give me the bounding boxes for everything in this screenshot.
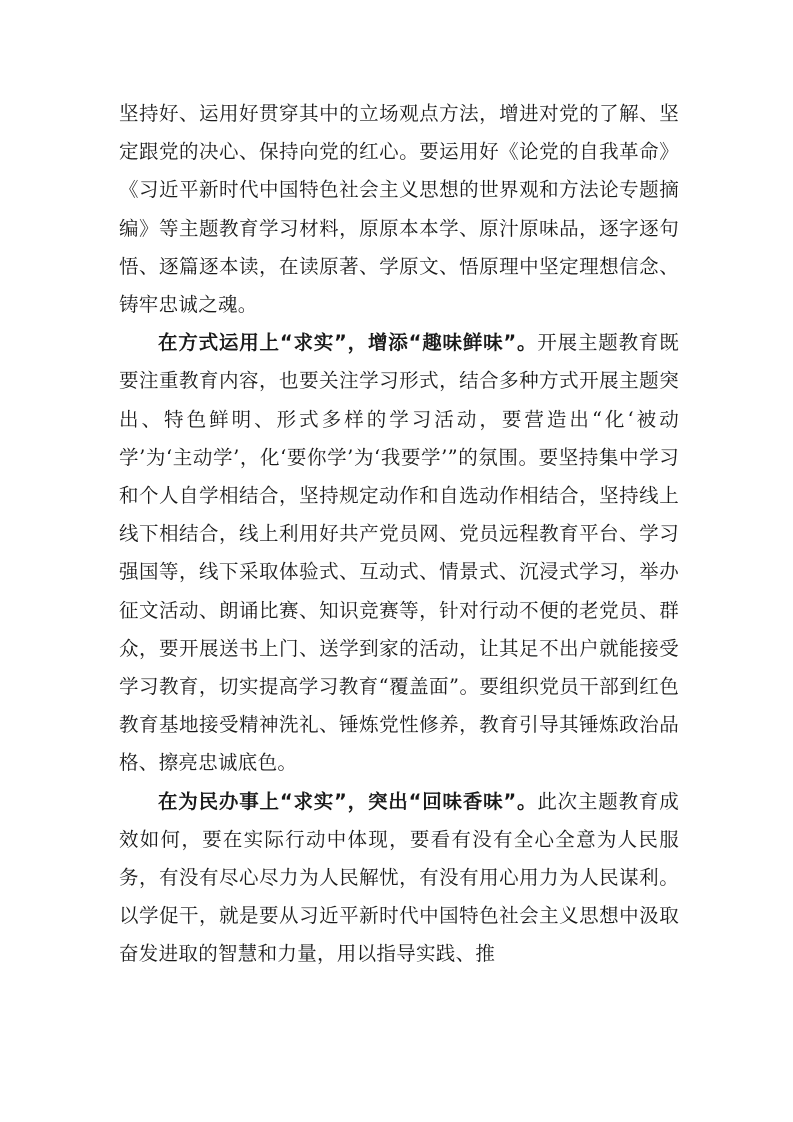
paragraph-body-text: 此次主题教育成效如何，要在实际行动中体现，要看有没有全心全意为人民服务，有没有尽心尽力为人民解忧，有没有用心用力为人民谋利。以学促干，就是要从习近平新时代中国特色社会主义思想中汲取奋发进取的智慧和力量，用以指导实践、推	[119, 789, 680, 966]
document-page	[119, 95, 679, 974]
paragraph-body-text: 坚持好、运用好贯穿其中的立场观点方法，增进对党的了解、坚定跟党的决心、保持向党的红心。要运用好《论党的自我革命》《习近平新时代中国特色社会主义思想的世界观和方法论专题摘编》等主题教育学习材料，原原本本学、原汁原味品，逐字逐句悟、逐篇逐本读，在读原著、学原文、悟原理中坚定理想信念、铸牢忠诚之魂。	[119, 102, 679, 317]
paragraph-body-text: 开展主题教育既要注重教育内容，也要关注学习形式，结合多种方式开展主题突出、特色鲜明、形式多样的学习活动，要营造出“化‘被动学’为‘主动学’，化‘要你学’为‘我要学’”的氛围。要坚持集中学习和个人自学相结合，坚持规定动作和自选动作相结合，坚持线上线下相结合，线上利用好共产党员网、党员远程教育平台、学习强国等，线下采取体验式、互动式、情景式、沉浸式学习，举办征文活动、朗诵比赛、知识竞赛等，针对行动不便的老党员、群众，要开展送书上门、送学到家的活动，让其足不出户就能接受学习教育，切实提高学习教育“覆盖面”。要组织党员干部到红色教育基地接受精神洗礼、锤炼党性修养，教育引导其锤炼政治品格、擦亮忠诚底色。	[119, 331, 680, 775]
paragraph-serving-people	[119, 783, 679, 974]
paragraph-continuation	[119, 95, 679, 324]
paragraph-lead-heading: 在方式运用上“求实”，增添“趣味鲜味”。	[158, 331, 538, 355]
paragraph-lead-heading: 在为民办事上“求实”，突出“回味香味”。	[158, 789, 538, 813]
paragraph-method-application	[119, 324, 679, 782]
